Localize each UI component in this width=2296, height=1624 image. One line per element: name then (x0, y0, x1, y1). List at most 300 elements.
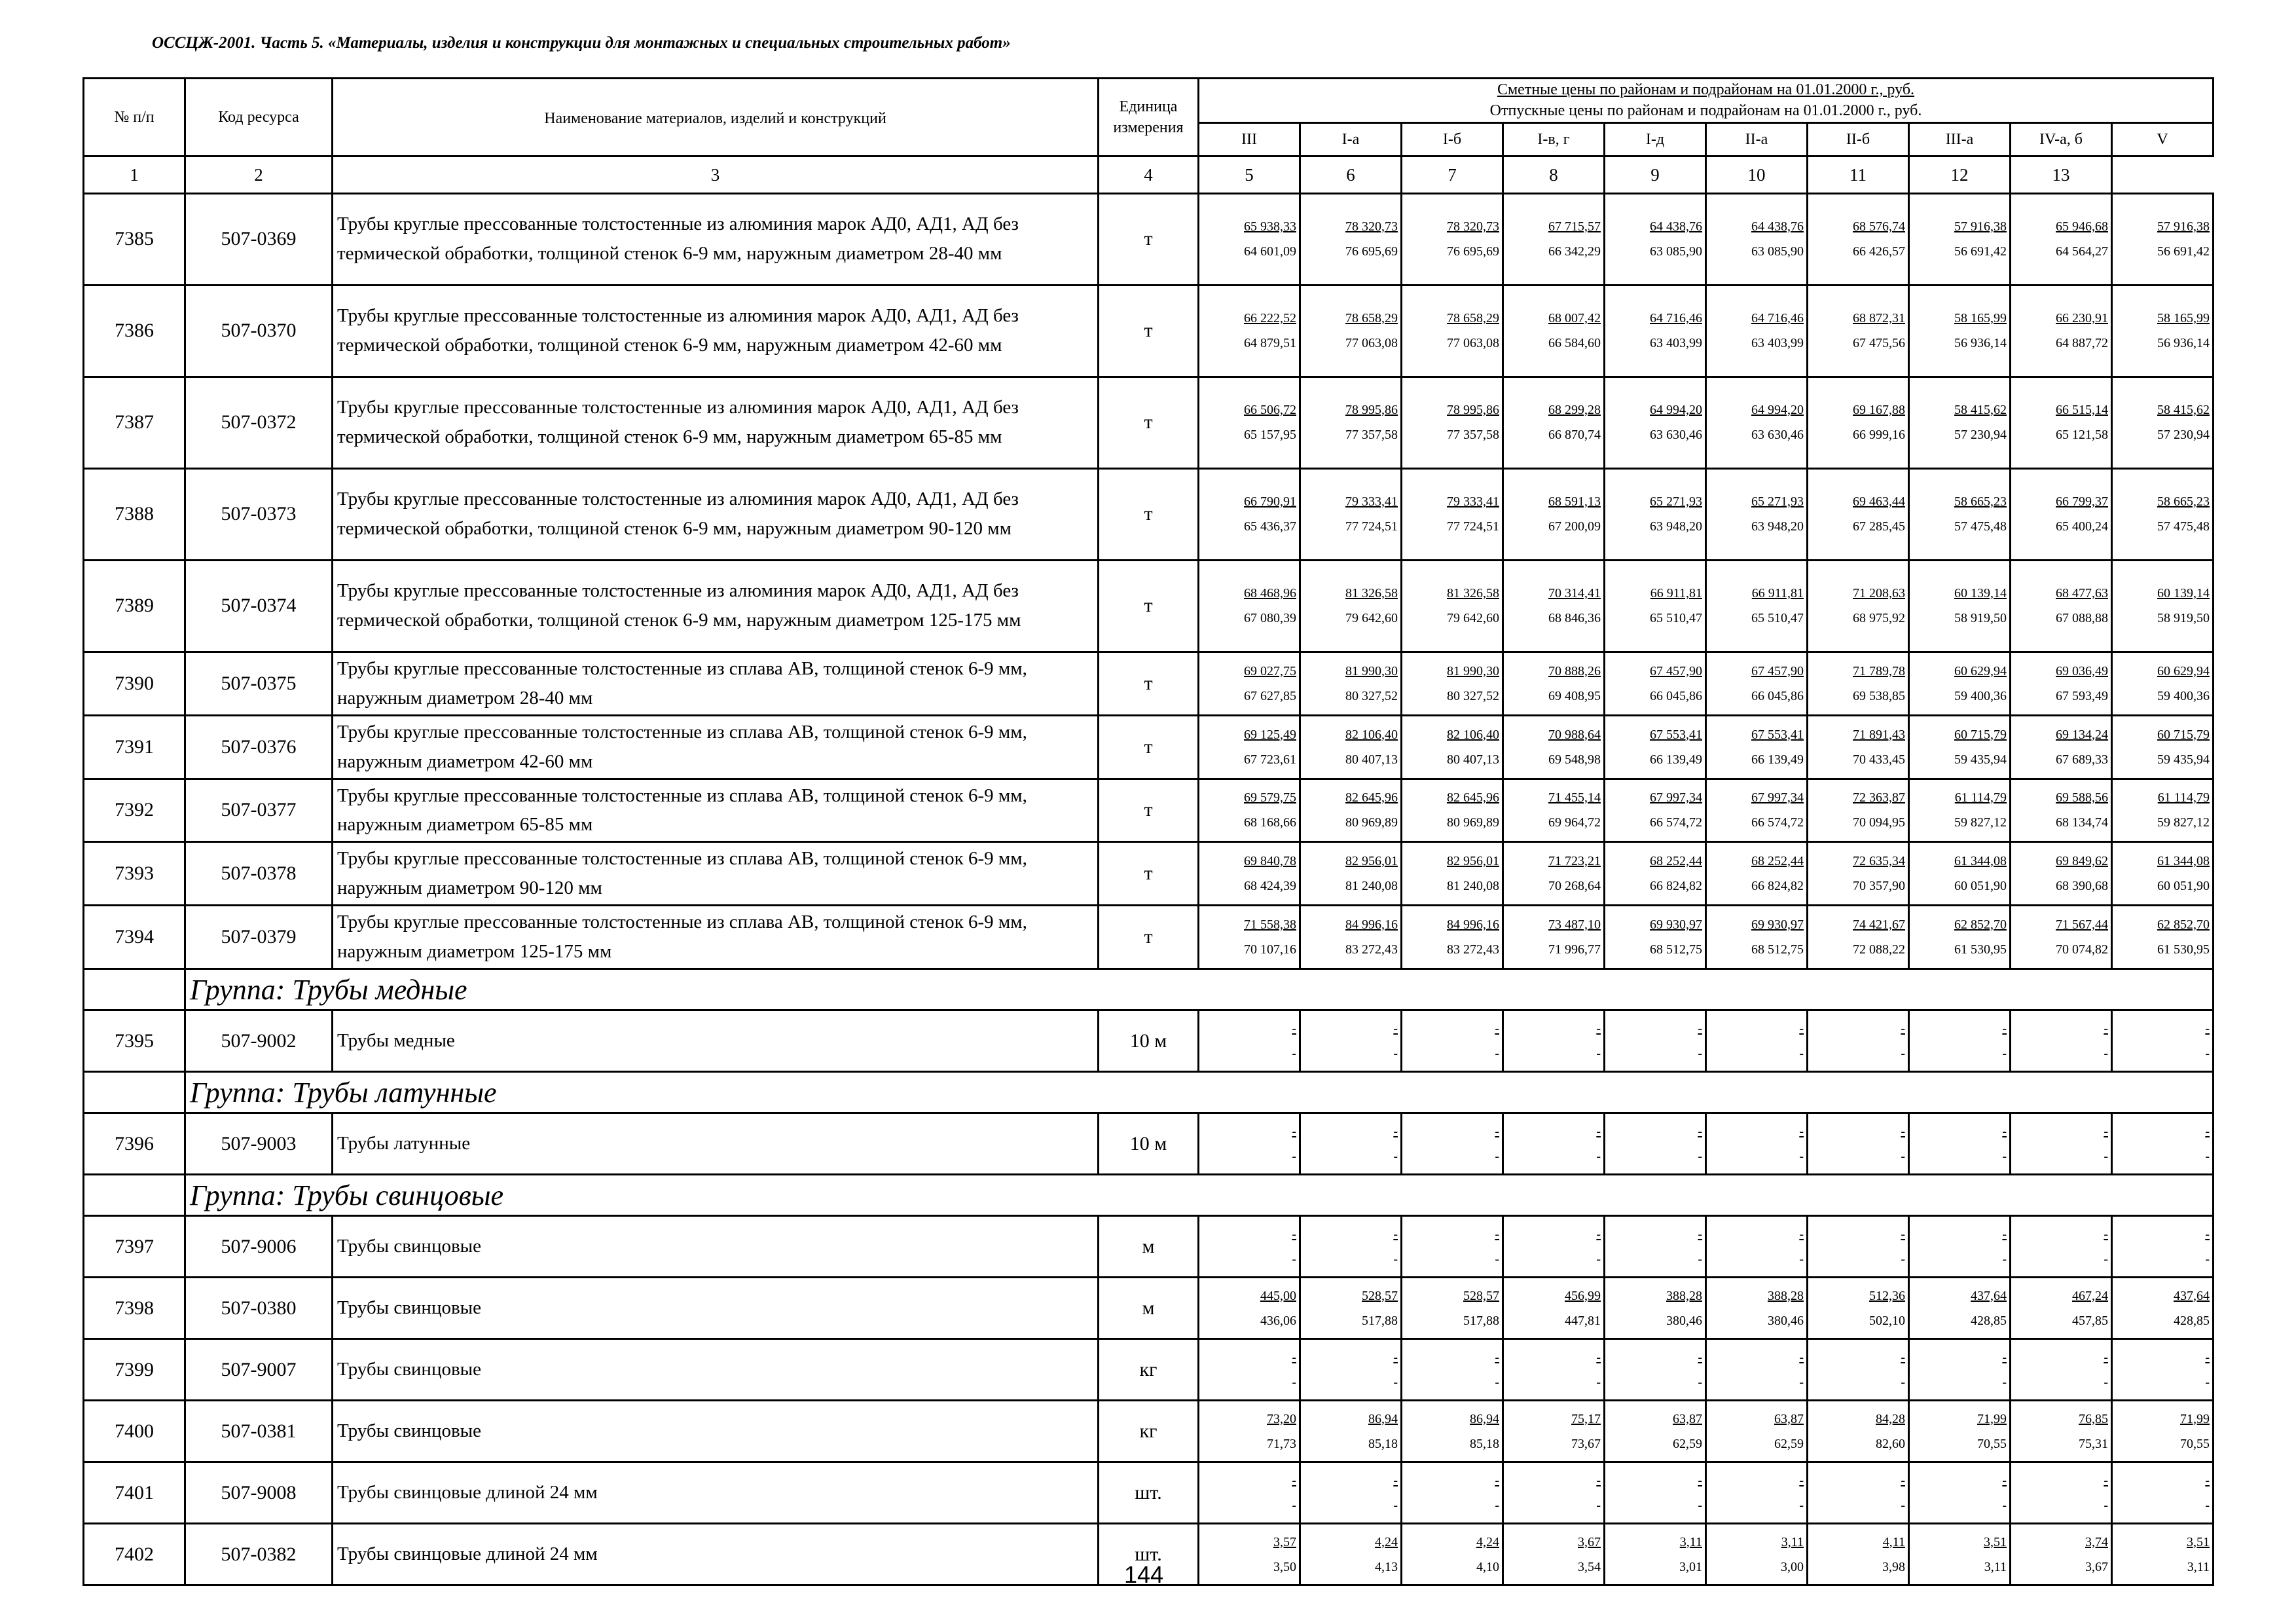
price-cell (2011, 842, 2112, 906)
estimated-price: 68 252,44 (1751, 854, 1804, 869)
estimated-price: 66 506,72 (1244, 403, 1296, 418)
price-cell (1909, 1401, 2011, 1462)
estimated-price: 70 314,41 (1548, 586, 1601, 601)
price-cell (1300, 1113, 1402, 1175)
price-table (82, 77, 2214, 1586)
material-name: Трубы свинцовые (333, 1339, 1099, 1401)
table-row (84, 377, 2214, 468)
estimated-price: - (1495, 1473, 1499, 1488)
price-cell (1706, 377, 1808, 468)
estimated-price: - (2002, 1227, 2007, 1242)
price-cell (1402, 1339, 1503, 1401)
release-price: 63 085,90 (1650, 244, 1702, 259)
header-column-number: 9 (1605, 156, 1706, 193)
price-cell (2112, 193, 2214, 285)
estimated-price: - (1901, 1124, 1905, 1139)
release-price: 66 342,29 (1548, 244, 1601, 259)
release-price: - (2205, 1375, 2210, 1390)
header-column-number: 11 (1808, 156, 1909, 193)
estimated-price: 71 891,43 (1853, 727, 1905, 742)
estimated-price: 79 333,41 (1345, 494, 1398, 509)
estimated-price: 456,99 (1565, 1288, 1601, 1303)
header-column-number: 13 (2011, 156, 2112, 193)
release-price: 502,10 (1869, 1313, 1905, 1328)
price-cell (1300, 652, 1402, 715)
estimated-price: - (1292, 1227, 1296, 1242)
price-cell (1199, 715, 1300, 779)
release-price: 77 357,58 (1345, 428, 1398, 443)
release-price: 517,88 (1463, 1313, 1499, 1328)
row-number: 7398 (84, 1278, 185, 1339)
header-region: III (1199, 122, 1300, 156)
estimated-price: 528,57 (1463, 1288, 1499, 1303)
price-cell (1503, 652, 1605, 715)
price-cell (1503, 1401, 1605, 1462)
table-row (84, 1113, 2214, 1175)
release-price: 69 964,72 (1548, 815, 1601, 830)
row-number: 7401 (84, 1462, 185, 1524)
estimated-price: - (1596, 1021, 1601, 1036)
release-price: 70 094,95 (1853, 815, 1905, 830)
release-price: - (1292, 1498, 1296, 1513)
release-price: 66 824,82 (1751, 879, 1804, 894)
estimated-price: - (1292, 1124, 1296, 1139)
price-cell (1199, 1113, 1300, 1175)
price-cell (1909, 1278, 2011, 1339)
release-price: 56 936,14 (2157, 336, 2210, 351)
price-cell (1199, 1524, 1300, 1585)
release-price: 63 630,46 (1751, 428, 1804, 443)
price-cell (2112, 1401, 2214, 1462)
price-cell (1199, 1401, 1300, 1462)
material-name: Трубы круглые прессованные толстостенные из сплава АВ, толщиной стенок 6-9 мм, наружным диаметром 65-85 мм (333, 779, 1099, 842)
release-price: - (2002, 1375, 2007, 1390)
estimated-price: 71 208,63 (1853, 586, 1905, 601)
price-cell (1706, 1524, 1808, 1585)
estimated-price: - (2205, 1227, 2210, 1242)
unit-of-measure: шт. (1099, 1462, 1199, 1524)
estimated-price: 81 990,30 (1345, 663, 1398, 678)
price-cell (1199, 1278, 1300, 1339)
price-cell (1300, 1216, 1402, 1278)
release-price: 76 695,69 (1447, 244, 1499, 259)
release-price: 67 285,45 (1853, 519, 1905, 534)
release-price: 65 157,95 (1244, 428, 1296, 443)
price-cell (2011, 1216, 2112, 1278)
release-price: 68 846,36 (1548, 611, 1601, 626)
price-cell (1706, 193, 1808, 285)
price-cell (1909, 715, 2011, 779)
price-cell (1808, 842, 1909, 906)
price-cell (2112, 560, 2214, 652)
release-price: - (1596, 1046, 1601, 1061)
estimated-price: 512,36 (1869, 1288, 1905, 1303)
estimated-price: - (1901, 1473, 1905, 1488)
release-price: 59 827,12 (1954, 815, 2007, 830)
release-price: - (1596, 1498, 1601, 1513)
price-cell (1503, 1462, 1605, 1524)
release-price: 66 045,86 (1751, 688, 1804, 703)
row-number: 7387 (84, 377, 185, 468)
price-cell (1402, 468, 1503, 560)
release-price: - (2104, 1251, 2108, 1266)
release-price: - (1799, 1498, 1804, 1513)
release-price: 76 695,69 (1345, 244, 1398, 259)
release-price: 59 400,36 (2157, 688, 2210, 703)
estimated-price: 62 852,70 (1954, 917, 2007, 932)
estimated-price: 68 477,63 (2056, 586, 2108, 601)
estimated-price: 67 997,34 (1650, 790, 1702, 805)
estimated-price: 62 852,70 (2157, 917, 2210, 932)
header-region: IV-а, б (2011, 122, 2112, 156)
release-price: 70,55 (2180, 1436, 2210, 1451)
estimated-price: 64 716,46 (1650, 311, 1702, 326)
release-price: 63 403,99 (1650, 336, 1702, 351)
resource-code: 507-0372 (185, 377, 333, 468)
release-price: 65 510,47 (1751, 611, 1804, 626)
price-cell (2112, 1339, 2214, 1401)
release-price: 56 691,42 (1954, 244, 2007, 259)
price-cell (1909, 1524, 2011, 1585)
group-row (84, 1175, 2214, 1216)
unit-of-measure: шт. (1099, 1524, 1199, 1585)
estimated-price: 69 588,56 (2056, 790, 2108, 805)
price-cell (1909, 842, 2011, 906)
estimated-price: 437,64 (2174, 1288, 2210, 1303)
estimated-price: 68 007,42 (1548, 311, 1601, 326)
estimated-price: 60 715,79 (2157, 727, 2210, 742)
estimated-price: 64 994,20 (1751, 403, 1804, 418)
release-price: 61 530,95 (2157, 942, 2210, 957)
unit-of-measure: кг (1099, 1401, 1199, 1462)
estimated-price: 69 027,75 (1244, 663, 1296, 678)
release-price: 66 870,74 (1548, 428, 1601, 443)
price-cell (1909, 1216, 2011, 1278)
estimated-price: 70 888,26 (1548, 663, 1601, 678)
price-cell (1909, 906, 2011, 969)
release-price: 72 088,22 (1853, 942, 1905, 957)
price-cell (1605, 560, 1706, 652)
release-price: 67 080,39 (1244, 611, 1296, 626)
table-row (84, 652, 2214, 715)
estimated-price: - (2104, 1021, 2108, 1036)
estimated-price: 66 911,81 (1650, 586, 1702, 601)
estimated-price: 84 996,16 (1447, 917, 1499, 932)
header-prices-release: Отпускные цены по районам и подрайонам на 01.01.2000 г., руб. (1489, 102, 1922, 120)
release-price: - (1596, 1149, 1601, 1164)
release-price: 65 400,24 (2056, 519, 2108, 534)
unit-of-measure: т (1099, 715, 1199, 779)
release-price: 3,98 (1882, 1559, 1905, 1574)
price-cell (1909, 1462, 2011, 1524)
header-unit: Единица измерения (1099, 79, 1199, 157)
estimated-price: 61 344,08 (1954, 854, 2007, 869)
estimated-price: 78 658,29 (1345, 311, 1398, 326)
estimated-price: 69 463,44 (1853, 494, 1905, 509)
resource-code: 507-0382 (185, 1524, 333, 1585)
estimated-price: 60 139,14 (2157, 586, 2210, 601)
row-number: 7396 (84, 1113, 185, 1175)
price-cell (2011, 1278, 2112, 1339)
group-row (84, 1072, 2214, 1113)
release-price: 68 512,75 (1650, 942, 1702, 957)
release-price: 77 063,08 (1345, 336, 1398, 351)
release-price: 380,46 (1666, 1313, 1702, 1328)
release-price: - (1698, 1149, 1702, 1164)
group-title: Группа: Трубы латунные (185, 1072, 2214, 1113)
release-price: 60 051,90 (2157, 879, 2210, 894)
release-price: 65 510,47 (1650, 611, 1702, 626)
price-cell (1503, 1278, 1605, 1339)
price-cell (1199, 1216, 1300, 1278)
release-price: 447,81 (1565, 1313, 1601, 1328)
price-cell (1300, 1401, 1402, 1462)
price-cell (2011, 1113, 2112, 1175)
table-row (84, 560, 2214, 652)
estimated-price: 68 576,74 (1853, 219, 1905, 234)
price-cell (1199, 779, 1300, 842)
release-price: - (2205, 1251, 2210, 1266)
release-price: 64 601,09 (1244, 244, 1296, 259)
release-price: 68 975,92 (1853, 611, 1905, 626)
price-cell (1605, 652, 1706, 715)
estimated-price: 58 415,62 (1954, 403, 2007, 418)
price-cell (1605, 715, 1706, 779)
release-price: 57 230,94 (1954, 428, 2007, 443)
release-price: 59 435,94 (2157, 752, 2210, 767)
unit-of-measure: м (1099, 1216, 1199, 1278)
estimated-price: 72 363,87 (1853, 790, 1905, 805)
release-price: 4,10 (1476, 1559, 1499, 1574)
estimated-price: - (2002, 1021, 2007, 1036)
estimated-price: 76,85 (2079, 1411, 2108, 1426)
header-column-number: 3 (333, 156, 1099, 193)
estimated-price: 57 916,38 (2157, 219, 2210, 234)
price-cell (2112, 1462, 2214, 1524)
price-cell (1402, 715, 1503, 779)
release-price: - (2205, 1046, 2210, 1061)
release-price: 66 574,72 (1650, 815, 1702, 830)
estimated-price: 78 995,86 (1345, 403, 1398, 418)
estimated-price: 388,28 (1666, 1288, 1702, 1303)
price-cell (1706, 1339, 1808, 1401)
price-cell (2011, 1010, 2112, 1072)
estimated-price: 68 872,31 (1853, 311, 1905, 326)
header-num: № п/п (84, 79, 185, 157)
release-price: 68 134,74 (2056, 815, 2108, 830)
release-price: 85,18 (1368, 1436, 1398, 1451)
estimated-price: 78 658,29 (1447, 311, 1499, 326)
price-cell (2011, 652, 2112, 715)
estimated-price: 82 645,96 (1447, 790, 1499, 805)
release-price: 428,85 (1971, 1313, 2007, 1328)
price-cell (1909, 285, 2011, 377)
header-column-number: 7 (1402, 156, 1503, 193)
price-cell (1706, 285, 1808, 377)
price-cell (1402, 652, 1503, 715)
estimated-price: 79 333,41 (1447, 494, 1499, 509)
price-cell (1808, 1339, 1909, 1401)
price-cell (1808, 1524, 1909, 1585)
release-price: 69 408,95 (1548, 688, 1601, 703)
material-name: Трубы свинцовые длиной 24 мм (333, 1462, 1099, 1524)
material-name: Трубы круглые прессованные толстостенные из алюминия марок АД0, АД1, АД без термической обработки, толщиной стенок 6-9 мм, наружным диаметром 42-60 мм (333, 285, 1099, 377)
price-cell (1402, 285, 1503, 377)
price-cell (2011, 1401, 2112, 1462)
estimated-price: 82 645,96 (1345, 790, 1398, 805)
release-price: - (1393, 1149, 1398, 1164)
group-title: Группа: Трубы свинцовые (185, 1175, 2214, 1216)
release-price: - (1292, 1046, 1296, 1061)
release-price: 80 407,13 (1447, 752, 1499, 767)
estimated-price: 60 139,14 (1954, 586, 2007, 601)
material-name: Трубы свинцовые (333, 1278, 1099, 1339)
release-price: 60 051,90 (1954, 879, 2007, 894)
release-price: 66 574,72 (1751, 815, 1804, 830)
release-price: - (1393, 1498, 1398, 1513)
price-cell (1199, 285, 1300, 377)
header-column-number: 6 (1300, 156, 1402, 193)
price-cell (1199, 1462, 1300, 1524)
material-name: Трубы круглые прессованные толстостенные из алюминия марок АД0, АД1, АД без термической обработки, толщиной стенок 6-9 мм, наружным диаметром 28-40 мм (333, 193, 1099, 285)
release-price: - (1901, 1251, 1905, 1266)
material-name: Трубы медные (333, 1010, 1099, 1072)
price-cell (1706, 1216, 1808, 1278)
row-number: 7399 (84, 1339, 185, 1401)
price-cell (1300, 193, 1402, 285)
price-cell (1808, 715, 1909, 779)
price-cell (2011, 377, 2112, 468)
estimated-price: 67 997,34 (1751, 790, 1804, 805)
price-cell (1402, 779, 1503, 842)
estimated-price: - (1393, 1124, 1398, 1139)
estimated-price: - (1292, 1473, 1296, 1488)
estimated-price: 3,11 (1781, 1534, 1804, 1549)
page-number: 144 (1124, 1561, 1164, 1588)
release-price: 517,88 (1362, 1313, 1398, 1328)
price-cell (1300, 779, 1402, 842)
unit-of-measure: 10 м (1099, 1010, 1199, 1072)
estimated-price: 69 036,49 (2056, 663, 2108, 678)
price-cell (1503, 715, 1605, 779)
release-price: 82,60 (1876, 1436, 1905, 1451)
header-prices-estimated: Сметные цены по районам и подрайонам на 01.01.2000 г., руб. (1497, 81, 1915, 98)
price-cell (2112, 1216, 2214, 1278)
estimated-price: 82 956,01 (1345, 854, 1398, 869)
estimated-price: 3,51 (1984, 1534, 2007, 1549)
estimated-price: - (2205, 1350, 2210, 1365)
estimated-price: - (2205, 1124, 2210, 1139)
row-number: 7395 (84, 1010, 185, 1072)
price-cell (1300, 468, 1402, 560)
release-price: - (2002, 1498, 2007, 1513)
price-cell (1402, 193, 1503, 285)
release-price: 65 121,58 (2056, 428, 2108, 443)
unit-of-measure: т (1099, 377, 1199, 468)
estimated-price: 3,57 (1273, 1534, 1296, 1549)
release-price: - (2205, 1149, 2210, 1164)
price-cell (1503, 779, 1605, 842)
release-price: - (1698, 1046, 1702, 1061)
price-cell (1402, 906, 1503, 969)
release-price: - (1901, 1046, 1905, 1061)
estimated-price: 75,17 (1571, 1411, 1601, 1426)
resource-code: 507-9007 (185, 1339, 333, 1401)
price-cell (1199, 468, 1300, 560)
price-cell (1909, 193, 2011, 285)
price-cell (1808, 377, 1909, 468)
estimated-price: 4,11 (1882, 1534, 1905, 1549)
price-cell (1503, 377, 1605, 468)
release-price: - (1393, 1251, 1398, 1266)
estimated-price: 437,64 (1971, 1288, 2007, 1303)
estimated-price: 70 988,64 (1548, 727, 1601, 742)
estimated-price: - (1495, 1021, 1499, 1036)
release-price: - (1799, 1375, 1804, 1390)
release-price: 62,59 (1774, 1436, 1804, 1451)
price-cell (1503, 1339, 1605, 1401)
estimated-price: 72 635,34 (1853, 854, 1905, 869)
resource-code: 507-9008 (185, 1462, 333, 1524)
price-cell (1706, 715, 1808, 779)
release-price: 64 879,51 (1244, 336, 1296, 351)
estimated-price: 61 114,79 (2157, 790, 2210, 805)
unit-of-measure: кг (1099, 1339, 1199, 1401)
estimated-price: 84 996,16 (1345, 917, 1398, 932)
resource-code: 507-0374 (185, 560, 333, 652)
estimated-price: 3,51 (2187, 1534, 2210, 1549)
price-cell (1706, 1462, 1808, 1524)
estimated-price: 61 114,79 (1954, 790, 2007, 805)
price-cell (1605, 906, 1706, 969)
release-price: 67 689,33 (2056, 752, 2108, 767)
material-name: Трубы круглые прессованные толстостенные из сплава АВ, толщиной стенок 6-9 мм, наружным диаметром 42-60 мм (333, 715, 1099, 779)
price-cell (1706, 1010, 1808, 1072)
estimated-price: 65 271,93 (1650, 494, 1702, 509)
release-price: 67 723,61 (1244, 752, 1296, 767)
group-row (84, 969, 2214, 1010)
price-cell (2112, 377, 2214, 468)
estimated-price: 69 840,78 (1244, 854, 1296, 869)
release-price: 79 642,60 (1447, 611, 1499, 626)
estimated-price: 388,28 (1768, 1288, 1804, 1303)
unit-of-measure: т (1099, 779, 1199, 842)
release-price: 77 357,58 (1447, 428, 1499, 443)
price-cell (1605, 1339, 1706, 1401)
group-title: Группа: Трубы медные (185, 969, 2214, 1010)
estimated-price: 81 326,58 (1447, 586, 1499, 601)
material-name: Трубы латунные (333, 1113, 1099, 1175)
table-row (84, 285, 2214, 377)
header-region: V (2112, 122, 2214, 156)
price-cell (1909, 1113, 2011, 1175)
release-price: 68 424,39 (1244, 879, 1296, 894)
price-cell (1808, 906, 1909, 969)
row-number: 7391 (84, 715, 185, 779)
price-cell (1706, 1113, 1808, 1175)
price-cell (1605, 1462, 1706, 1524)
price-cell (1199, 193, 1300, 285)
release-price: - (2002, 1046, 2007, 1061)
estimated-price: 4,24 (1476, 1534, 1499, 1549)
material-name: Трубы круглые прессованные толстостенные из сплава АВ, толщиной стенок 6-9 мм, наружным диаметром 28-40 мм (333, 652, 1099, 715)
estimated-price: 82 106,40 (1345, 727, 1398, 742)
estimated-price: 61 344,08 (2157, 854, 2210, 869)
price-cell (2112, 842, 2214, 906)
release-price: 69 548,98 (1548, 752, 1601, 767)
release-price: 70 357,90 (1853, 879, 1905, 894)
estimated-price: - (1799, 1473, 1804, 1488)
